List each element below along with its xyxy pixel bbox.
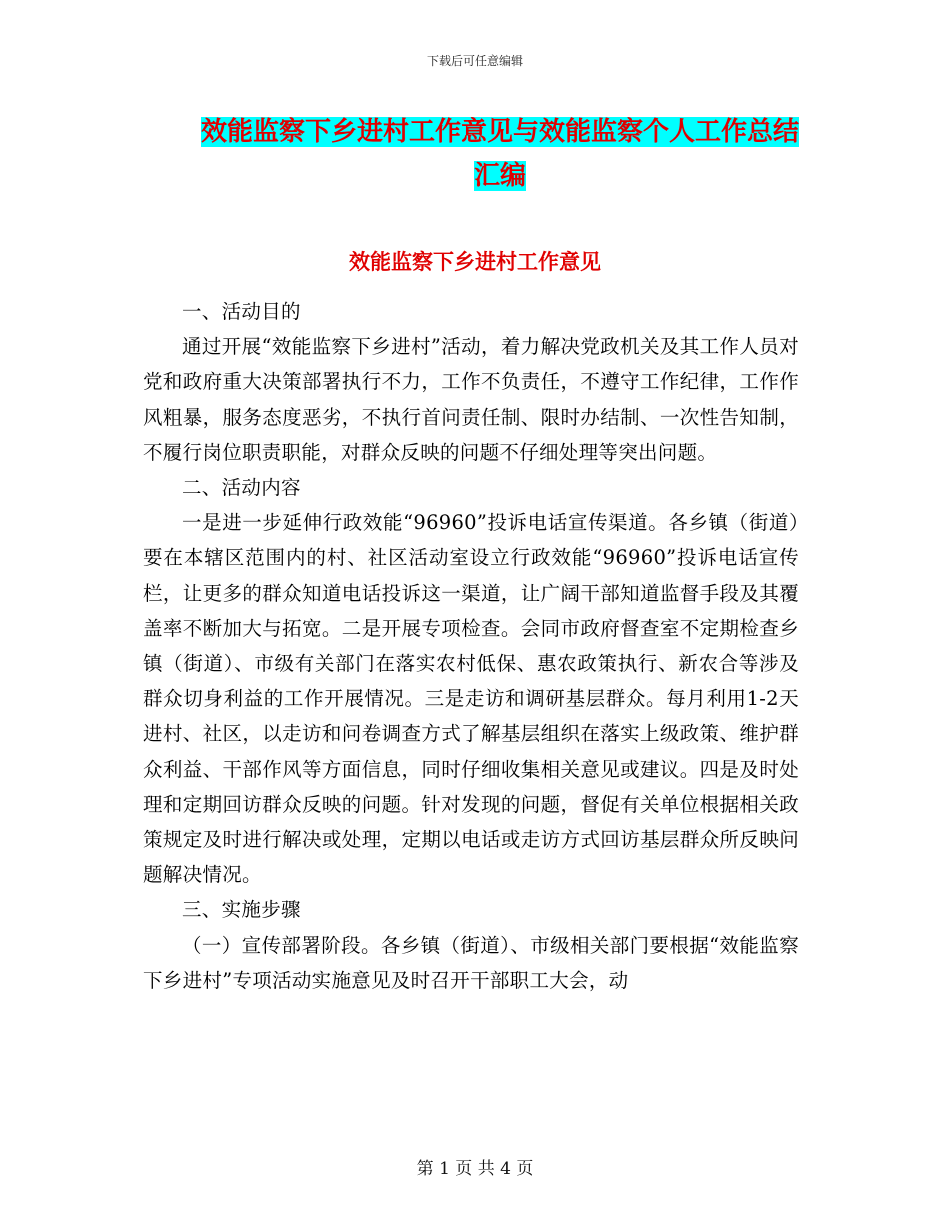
heading-purpose: 一、活动目的 [182, 300, 301, 323]
paragraph-content: 一是进一步延伸行政效能“96960”投诉电话宣传渠道。各乡镇（街道）要在本辖区范围内的村、社区活动室设立行政效能“96960”投诉电话宣传栏，让更多的群众知道电话投诉这一渠道，让广阔干部知道监督手段及其覆盖率不断加大与拓宽。二是开展专项检查。会同市政府督查室不定期检查乡镇（街道）、市级有关部门在落实农村低保、惠农政策执行、新农合等涉及群众切身利益的工作开展情况。三是走访和调研基层群众。每月利用1-2天进村、社区，以走访和问卷调查方式了解基层组织在落实上级政策、维护群众利益、干部作风等方面信息，同时仔细收集相关意见或建议。四是及时处理和定期回访群众反映的问题。针对发现的问题，督促有关单位根据相关政策规定及时进行解决或处理，定期以电话或走访方式回访基层群众所反映问题解决情况。 [143, 511, 799, 887]
document-body [143, 294, 799, 998]
heading-steps: 三、实施步骤 [182, 898, 301, 922]
paragraph-purpose: 通过开展“效能监察下乡进村”活动，着力解决党政机关及其工作人员对党和政府重大决策部署执行不力，工作不负责任，不遵守工作纪律，工作作风粗暴，服务态度恶劣，不执行首问责任制、限时办结制、一次性告知制，不履行岗位职责职能，对群众反映的问题不仔细处理等突出问题。 [143, 335, 799, 464]
header-note: 下载后可任意编辑 [426, 54, 523, 68]
heading-content: 二、活动内容 [182, 476, 301, 500]
section-title: 效能监察下乡进村工作意见 [349, 250, 601, 274]
page-footer: 第 1 页 共 4 页 [416, 1159, 534, 1179]
document-title-text: 效能监察下乡进村工作意见与效能监察个人工作总结汇编 [200, 117, 799, 191]
document-title [190, 110, 810, 198]
paragraph-steps: （一）宣传部署阶段。各乡镇（街道）、市级相关部门要根据“效能监察下乡进村”专项活动实施意见及时召开干部职工大会，动 [143, 933, 799, 992]
